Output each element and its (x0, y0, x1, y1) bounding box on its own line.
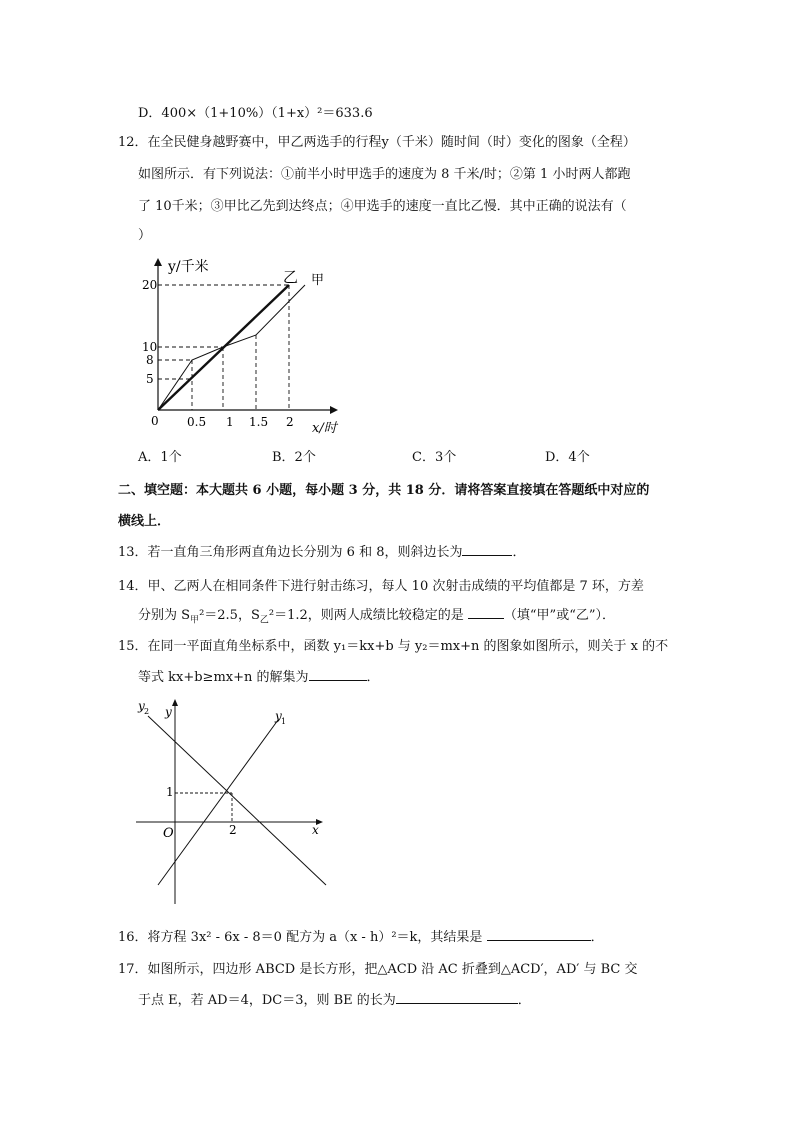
q17-period: ． (517, 993, 531, 1008)
section2-heading-line1: 二、填空题：本大题共 6 小题，每小题 3 分，共 18 分．请将答案直接填在答题纸中对应的 (118, 483, 650, 498)
q15-label-xaxis: x (312, 823, 319, 837)
q15-label-y1-sub: 1 (281, 717, 287, 726)
q15-period: ． (366, 670, 380, 685)
q12-label-yi: 乙 (283, 268, 299, 286)
q15-function-graph (130, 692, 330, 907)
q12-ytick-8: 8 (146, 353, 154, 367)
q12-line1: 12．在全民健身越野赛中，甲乙两选手的行程y（千米）随时间（时）变化的图象（全程） (118, 135, 636, 150)
q12-xlabel: x/时 (312, 421, 337, 436)
q12-option-b[interactable]: B．2个 (272, 450, 316, 465)
q16-period: ． (590, 930, 604, 945)
q15-label-y1: y (275, 709, 282, 723)
q17-line2 (138, 989, 531, 1008)
q12-travel-graph (130, 252, 350, 437)
q12-line3: 了 10千米；③甲比乙先到达终点；④甲选手的速度一直比乙慢．其中正确的说法有（ (138, 199, 627, 214)
q12-option-a[interactable]: A．1个 (138, 450, 182, 465)
q12-ylabel: y/千米 (168, 259, 209, 275)
q14-variance-yi: ²＝1.2，则两人成绩比较稳定的是 (268, 608, 464, 623)
q13-period: ． (512, 545, 526, 560)
q12-xtick-2: 2 (286, 415, 294, 429)
q17-answer-blank[interactable] (396, 989, 518, 1004)
q12-x-arrow (330, 406, 338, 414)
q12-ytick-5: 5 (146, 372, 154, 386)
q12-y-arrow (154, 258, 162, 266)
q15-origin: O (163, 826, 174, 841)
q16-answer-blank[interactable] (487, 926, 591, 941)
q12-xtick-1: 1 (226, 415, 234, 429)
q17-line1: 17．如图所示，四边形 ABCD 是长方形，把△ACD 沿 AC 折叠到△ACD′，AD′ 与 BC 交 (118, 962, 638, 977)
q12-xtick-05: 0.5 (187, 415, 207, 429)
q15-label-y2: y (138, 699, 145, 713)
q15-tick-1: 1 (166, 785, 174, 799)
q14-sub-yi: 乙 (259, 615, 269, 626)
q14-s-label: 分别为 S (138, 608, 191, 623)
q14-variance-jia: ²＝2.5，S (199, 608, 260, 623)
q14-hint: （填“甲”或“乙”）． (503, 608, 615, 623)
q12-line-jia (158, 285, 305, 410)
q12-option-c[interactable]: C．3个 (412, 450, 457, 465)
q12-option-d[interactable]: D．4个 (545, 450, 590, 465)
q11-option-d: D．400×（1+10%）（1+x）²＝633.6 (138, 106, 373, 121)
q15-line2 (138, 666, 380, 685)
q13-text: 13．若一直角三角形两直角边长分别为 6 和 8，则斜边长为 (118, 545, 463, 560)
q15-answer-blank[interactable] (309, 666, 367, 681)
q12-line4: ） (138, 228, 152, 243)
q15-line-y1 (158, 720, 278, 885)
q12-origin: 0 (151, 414, 159, 428)
q12-xtick-15: 1.5 (249, 415, 269, 429)
q15-line1: 15．在同一平面直角坐标系中，函数 y₁＝kx+b 与 y₂＝mx+n 的图象如图所示，则关于 x 的不 (118, 639, 669, 654)
q16 (118, 926, 604, 945)
q15-tick-2: 2 (229, 823, 237, 837)
q14-line1: 14．甲、乙两人在相同条件下进行射击练习，每人 10 次射击成绩的平均值都是 7 环，方差 (118, 579, 644, 594)
q13 (118, 541, 526, 560)
q12-line2: 如图所示．有下列说法：①前半小时甲选手的速度为 8 千米/时；②第 1 小时两人都跑 (138, 167, 631, 182)
q12-line-yi (158, 285, 289, 410)
q12-ytick-20: 20 (142, 278, 158, 292)
q13-answer-blank[interactable] (462, 541, 512, 556)
q15-text: 等式 kx+b≥mx+n 的解集为 (138, 670, 309, 685)
q14-line2 (138, 604, 615, 626)
q14-sub-jia: 甲 (190, 615, 200, 626)
q12-ytick-10: 10 (142, 340, 158, 354)
q12-label-jia: 甲 (311, 273, 325, 288)
q14-answer-blank[interactable] (468, 604, 504, 619)
q15-label-yaxis: y (165, 705, 172, 719)
q15-label-y2-sub: 2 (144, 707, 150, 716)
q16-text: 16．将方程 3x² - 6x - 8＝0 配方为 a（x - h）²＝k，其结果是 (118, 930, 483, 945)
q17-text: 于点 E，若 AD＝4，DC＝3，则 BE 的长为 (138, 993, 396, 1008)
section2-heading-line2: 横线上． (118, 514, 171, 529)
